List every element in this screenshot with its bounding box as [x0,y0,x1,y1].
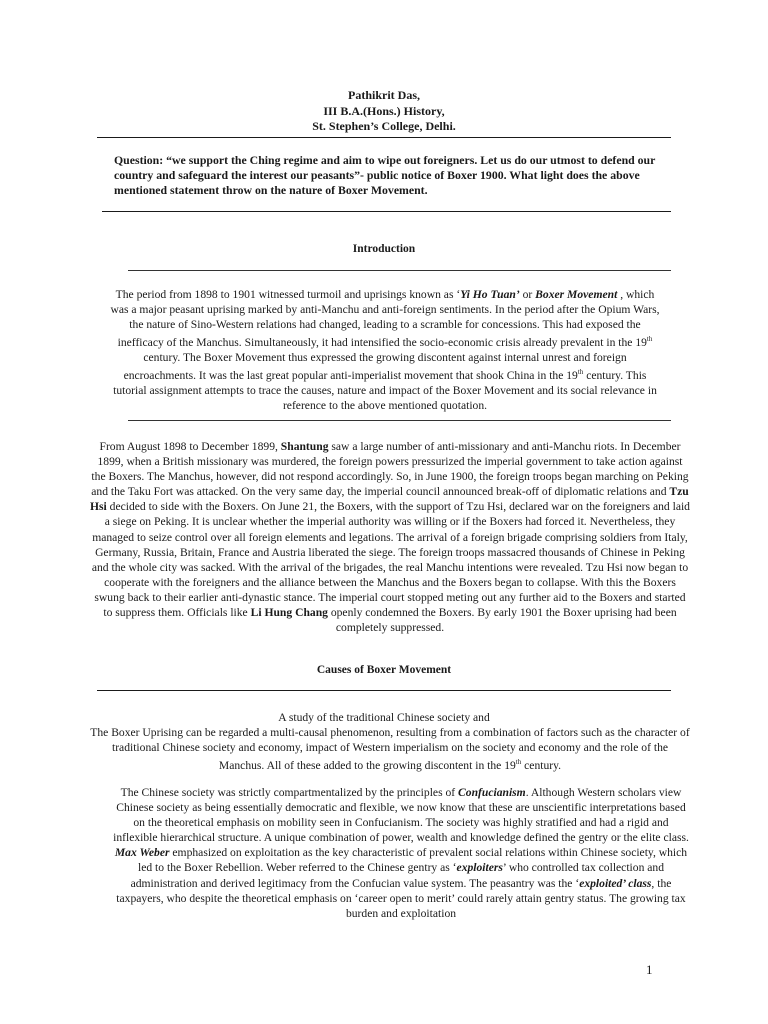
causes-text: emphasized on exploitation as the key characteristic of prevalent social relations within Chinese society, which led to the Boxer Rebellion. Weber referred to the Chinese gentry as ‘ [138,846,688,875]
divider [97,690,671,691]
max-weber-term: Max Weber [114,846,170,860]
intro-text: The period from 1898 to 1901 witnessed turmoil and uprisings known as ‘ [115,288,461,301]
intro-text: , which was a major peasant uprising marked by anti-Manchu and anti-foreign sentiments. In the period after the Opium Wars, the nature of Sino-Western relations had changed, leading to a scramble for concessions. This had exposed the inefficacy of the Manchus. Simultaneously, it had intensified the socio-economic crisis already prevalent in the 19 [110,288,660,350]
yi-ho-tuan-term: Yi Ho Tuan’ [460,288,520,301]
boxer-movement-term: Boxer Movement [535,288,618,301]
causes-text: The Boxer Uprising can be regarded a multi-causal phenomenon, resulting from a combination of factors such as the character of traditional Chinese society and economy, impact of Western imperialism on the society and economy and the role of the Manchus. All of these added to the growing discontent in the 19 [90,726,690,773]
divider [102,211,671,212]
author-name: Pathikrit Das, [348,88,420,102]
introduction-heading: Introduction [352,243,416,255]
introduction-paragraph [110,287,660,413]
history-paragraph [90,439,690,635]
confucianism-term: Confucianism [458,786,526,799]
author-course: III B.A.(Hons.) History, [323,103,445,118]
history-text: saw a large number of anti-missionary and anti-Manchu riots. In December 1899, when a British missionary was murdered, the foreign powers pressurized the imperial government to take action against the Boxers. The Manchus, however, did not respond accordingly. So, in June 1900, the foreign troops began marching on Peking and the Taku Fort was attacked. On the very same day, the imperial council announced break-off of diplomatic relations and [91,440,689,499]
intro-text: or [519,288,536,301]
li-hung-chang-term: Li Hung Chang [250,606,328,620]
history-text: decided to side with the Boxers. On June 21, the Boxers, with the support of Tzu Hsi, declared war on the foreigners and laid a siege on Peking. It is unclear whether the imperial authority was willing or if the Boxers had forced it. Nevertheless, they managed to seize control over all foreign elements and legations. The arrival of a foreign brigade comprising soldiers from Italy, Germany, Russia, Britain, France and Austria liberated the siege. The foreign troops massacred thousands of Chinese in Peking and the whole city was sacked. With the arrival of the brigades, the real Manchu intentions were revealed. Tzu Hsi now began to cooperate with the foreigners and the alliance between the Manchus and the Boxers began to collapse. With this the Boxers swung back to their earlier anti-dynastic stance. The imperial court stopped meting out any further aid to the Boxers and started to suppress them. Officials like [91,500,690,620]
causes-text: , the taxpayers, who despite the theoretical emphasis on ‘career open to merit’ could rarely attain gentry status. The growing tax burden and exploitation [116,876,686,920]
exploiters-term: exploiters [456,861,503,875]
history-text: From August 1898 to December 1899, [99,440,281,453]
author-block [0,88,768,135]
page-number: 1 [646,962,653,977]
intro-text: century. This tutorial assignment attempts to trace the causes, nature and impact of the Boxer Movement and its social relevance in reference to the above mentioned quotation. [113,369,657,413]
history-text: openly condemned the Boxers. By early 1901 the Boxer uprising had been completely suppressed. [327,606,677,635]
causes-paragraph-2 [112,785,690,921]
superscript: th [577,368,584,377]
causes-text: century. [521,759,562,773]
divider [97,137,671,138]
superscript: th [515,758,522,767]
causes-subheading: A study of the traditional Chinese society and [278,711,490,724]
divider [128,270,671,271]
causes-paragraph-1 [90,725,690,773]
causes-heading: Causes of Boxer Movement [316,664,452,676]
causes-text: ’ who controlled tax collection and administration and derived legitimacy from the Confucian value system. The peasantry was the ‘ [130,861,664,890]
exploited-class-term: exploited’ class [579,876,652,890]
intro-text: century. The Boxer Movement thus expressed the growing discontent against internal unrest and foreign encroachments. It was the last great popular anti-imperialist movement that shook China in the 19 [123,351,627,383]
question-text: Question: “we support the Ching regime and aim to wipe out foreigners. Let us do our utmost to defend our country and safeguard the interest our peasants”- public notice of Boxer 1900. What light does the above mentioned statement throw on the nature of Boxer Movement. [114,153,656,197]
shantung-term: Shantung [280,440,329,453]
tzu-hsi-term: Tzu Hsi [90,485,689,514]
causes-text: . Although Western scholars view Chinese society as being essentially democratic and flexible, we now know that these are unscientific interpretations based on the theoretical emphasis on mobility seen in Confucianism. The society was highly stratified and had a rigid and inflexible hierarchical structure. A unique combination of power, wealth and knowledge defined the gentry or the elite class. [113,786,689,845]
causes-text: The Chinese society was strictly compartmentalized by the principles of [120,786,459,799]
superscript: th [646,335,653,344]
author-college: St. Stephen’s College, Delhi. [312,119,456,133]
divider [128,420,671,421]
